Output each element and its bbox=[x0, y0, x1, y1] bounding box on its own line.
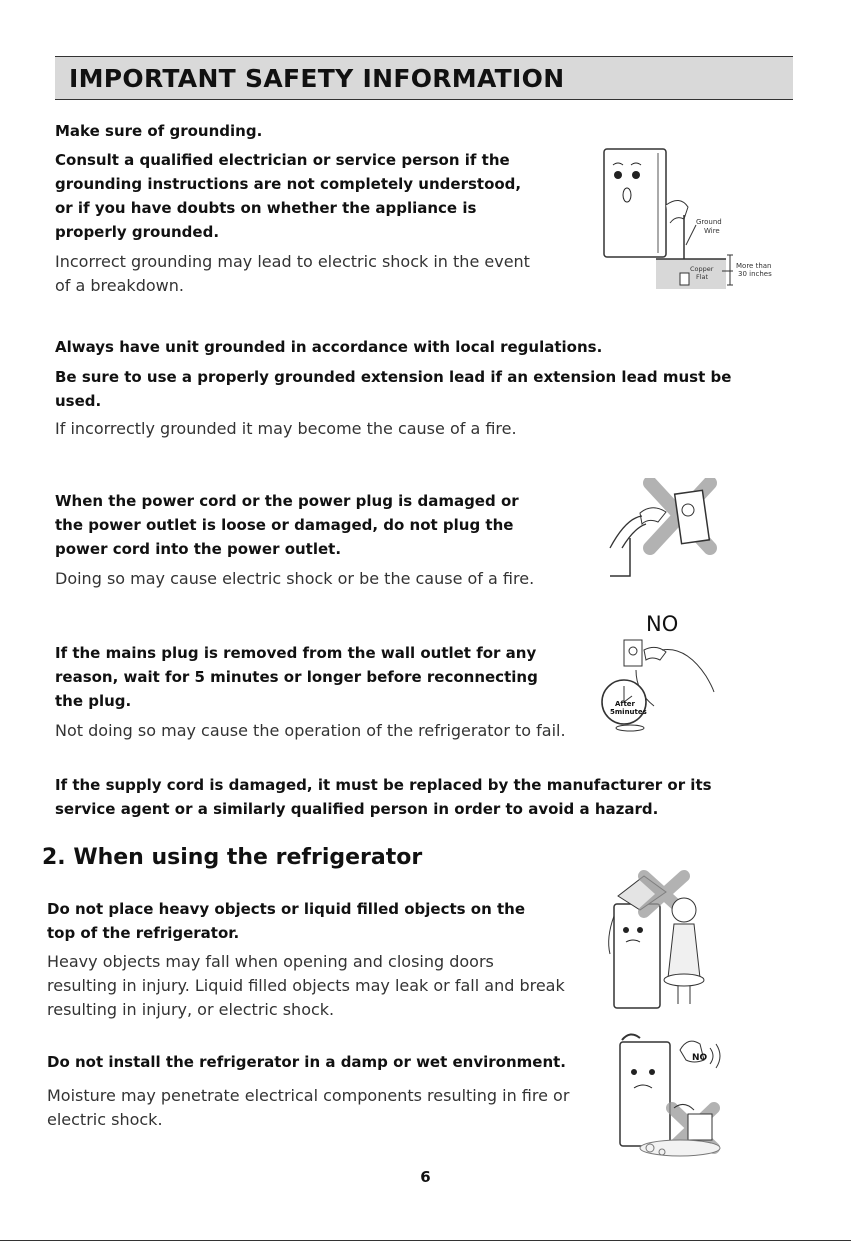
clock-label-1: After bbox=[615, 700, 636, 708]
mains-plug-bold-text: If the mains plug is removed from the wall outlet for any reason, wait for 5 minutes or longer before reconnecting the plug. bbox=[55, 644, 538, 710]
power-cord-bold-text: When the power cord or the power plug is damaged or the power outlet is loose or damaged, do not plug the power cord into the power outlet. bbox=[55, 492, 519, 558]
grounding-body-text: Incorrect grounding may lead to electric shock in the event of a breakdown. bbox=[55, 252, 530, 295]
copper-label-2: Flat bbox=[696, 273, 709, 281]
damaged-plug-illustration bbox=[600, 478, 725, 583]
page-title: IMPORTANT SAFETY INFORMATION bbox=[69, 64, 565, 93]
depth-label-2: 30 inches bbox=[738, 270, 772, 278]
supply-cord-bold-text: If the supply cord is damaged, it must be replaced by the manufacturer or its service agent or a similarly qualified person in order to avoid a hazard. bbox=[55, 776, 712, 818]
heavy-objects-bold-text: Do not place heavy objects or liquid filled objects on the top of the refrigerator. bbox=[47, 900, 526, 942]
header-banner bbox=[55, 56, 793, 100]
clock-label-2: 5minutes bbox=[610, 708, 647, 716]
damp-no-label: NO bbox=[692, 1053, 708, 1063]
grounding-bold-text: Consult a qualified electrician or service person if the grounding instructions are not completely understood, or if you have doubts on whether the appliance is properly grounded. bbox=[55, 151, 522, 241]
damp-environment-body-text: Moisture may penetrate electrical components resulting in fire or electric shock. bbox=[47, 1086, 570, 1129]
reconnect-wait-illustration bbox=[596, 636, 721, 736]
heavy-objects-illustration bbox=[600, 868, 715, 1013]
mains-plug-body-text: Not doing so may cause the operation of the refrigerator to fail. bbox=[55, 721, 566, 740]
grounding-heading: Make sure of grounding. bbox=[55, 122, 263, 140]
copper-label-1: Copper bbox=[690, 265, 714, 273]
damp-environment-bold-text: Do not install the refrigerator in a damp or wet environment. bbox=[47, 1053, 566, 1071]
ground-wire-label-1: Ground bbox=[696, 218, 722, 226]
section-2-title: 2. When using the refrigerator bbox=[42, 845, 423, 870]
page-number: 6 bbox=[420, 1168, 431, 1186]
regulations-body-text: If incorrectly grounded it may become the cause of a fire. bbox=[55, 419, 517, 438]
grounding-illustration bbox=[600, 145, 780, 295]
bottom-rule bbox=[0, 1240, 851, 1241]
heavy-objects-body-text: Heavy objects may fall when opening and closing doors resulting in injury. Liquid filled objects may leak or fall and break resulting in injury, or electric shock. bbox=[47, 952, 565, 1019]
regulations-bold-text: Always have unit grounded in accordance with local regulations. Be sure to use a properly grounded extension lead if an extension lead must be used. bbox=[55, 338, 732, 410]
damp-environment-illustration bbox=[600, 1030, 740, 1160]
mains-no-label: NO bbox=[646, 612, 679, 636]
ground-wire-label-2: Wire bbox=[704, 227, 720, 235]
depth-label-1: More than bbox=[736, 262, 772, 270]
power-cord-body-text: Doing so may cause electric shock or be the cause of a fire. bbox=[55, 569, 535, 588]
